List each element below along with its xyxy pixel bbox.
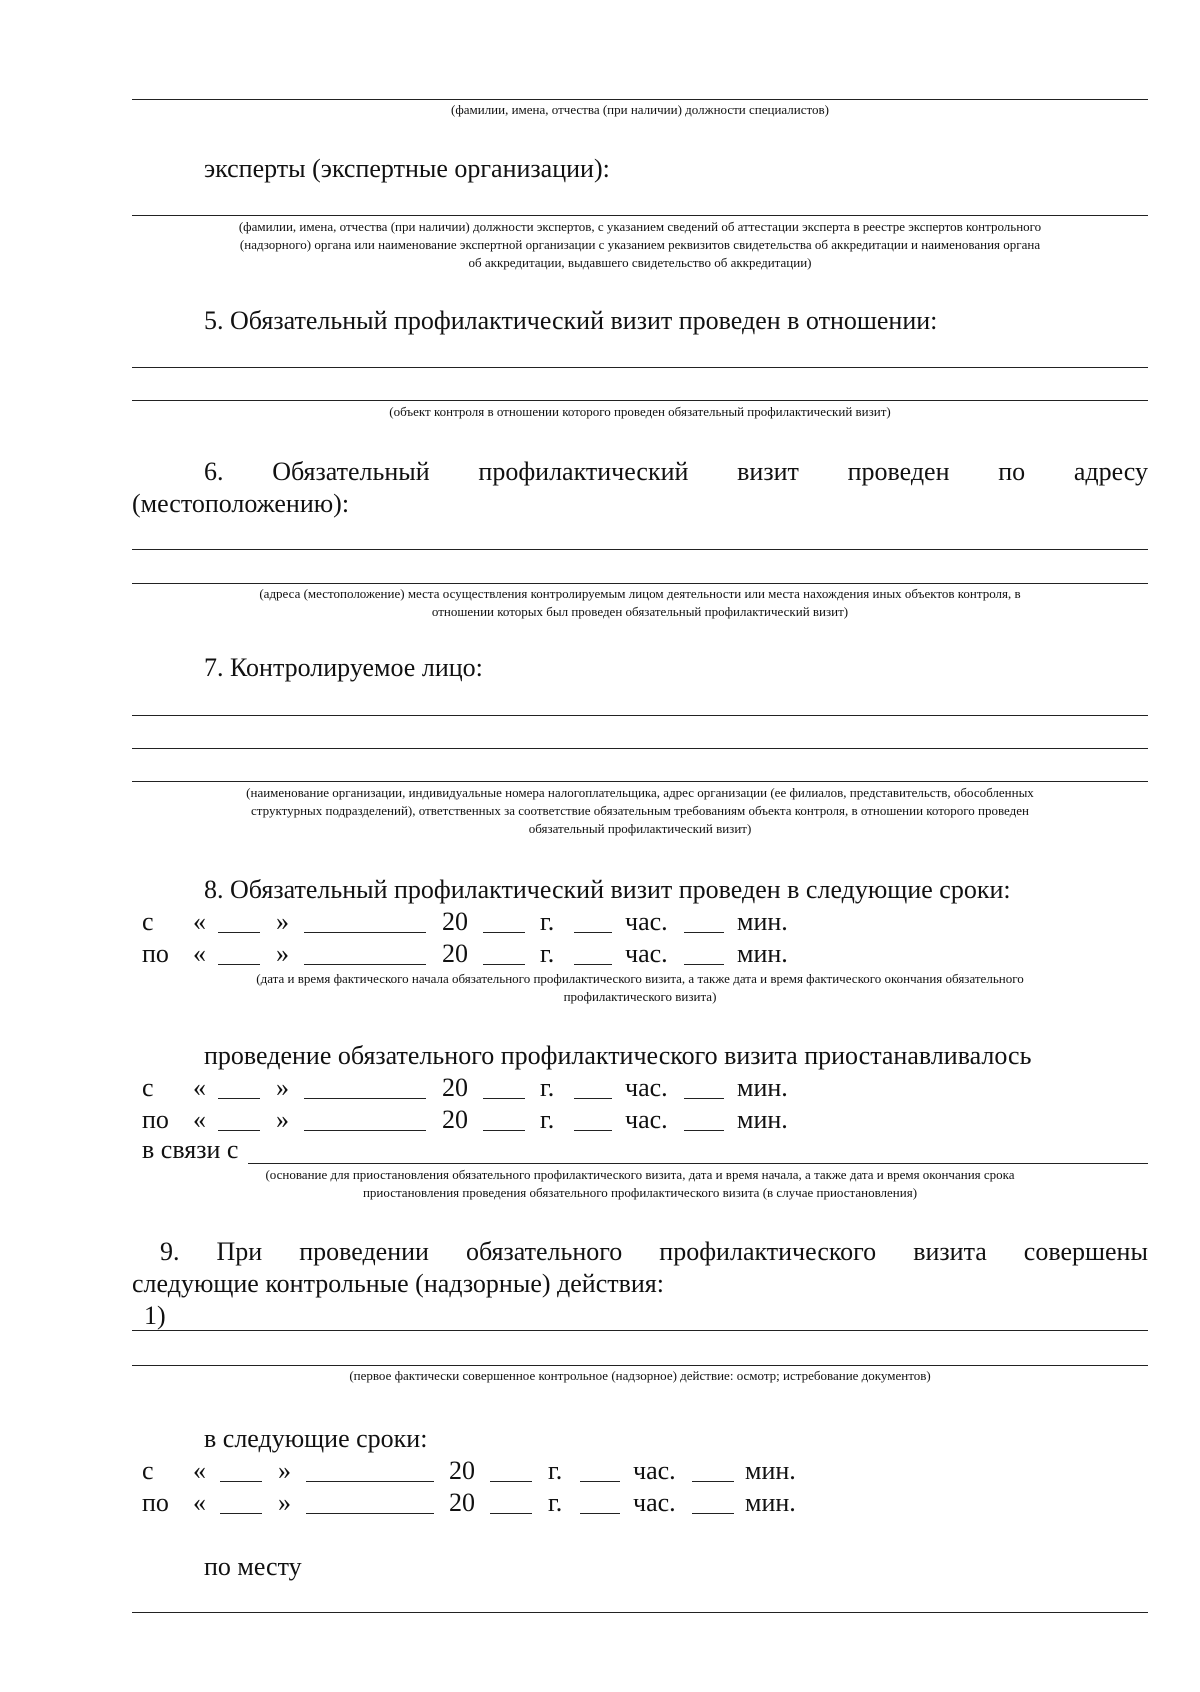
experts-caption-3: об аккредитации, выдавшего свидетельство об аккредитации) xyxy=(468,255,812,270)
section-5-line-2[interactable] xyxy=(132,400,1148,401)
month-field[interactable] xyxy=(304,932,426,933)
section-6-line-2[interactable] xyxy=(132,583,1148,584)
to-label: по xyxy=(142,1488,169,1517)
specialists-caption: (фамилии, имена, отчества (при наличии) должности специалистов) xyxy=(450,102,829,117)
section-9-item-1-line[interactable] xyxy=(132,1330,1148,1331)
year-field[interactable] xyxy=(490,1481,532,1482)
section-9-word: При xyxy=(216,1237,263,1266)
day-field[interactable] xyxy=(218,1098,260,1099)
hour-field[interactable] xyxy=(580,1513,620,1514)
section-8-heading: 8. Обязательный профилактический визит проведен в следующие сроки: xyxy=(204,875,1011,904)
section-6-word: Обязательный xyxy=(272,457,430,486)
minute-field[interactable] xyxy=(692,1481,734,1482)
from-label: с xyxy=(142,907,154,936)
section-6-heading-line-2: (местоположению): xyxy=(132,489,350,518)
section-9-heading-line-2: следующие контрольные (надзорные) действия: xyxy=(132,1269,664,1298)
section-6-word: визит xyxy=(737,457,799,486)
year-label: г. xyxy=(540,907,555,936)
hour-field[interactable] xyxy=(574,932,612,933)
minute-label: мин. xyxy=(737,1073,788,1102)
from-label: с xyxy=(142,1073,154,1102)
section-6-word: адресу xyxy=(1073,457,1148,486)
experts-line[interactable] xyxy=(132,215,1148,216)
month-field[interactable] xyxy=(306,1481,434,1482)
minute-field[interactable] xyxy=(692,1513,734,1514)
hour-label: час. xyxy=(633,1488,676,1517)
quote-open: « xyxy=(193,1456,206,1485)
hour-label: час. xyxy=(625,1073,668,1102)
section-6-word: 6. xyxy=(204,457,224,486)
to-label: по xyxy=(142,1105,169,1134)
section-6-heading xyxy=(132,456,1148,488)
section-6-caption-2: отношении которых был проведен обязательный профилактический визит) xyxy=(431,604,849,619)
hour-label: час. xyxy=(625,939,668,968)
year-prefix: 20 xyxy=(442,1105,468,1134)
section-7-caption-3: обязательный профилактический визит) xyxy=(528,821,752,836)
year-label: г. xyxy=(540,1105,555,1134)
section-9-word: проведении xyxy=(299,1237,429,1266)
section-9-heading xyxy=(132,1236,1148,1268)
quote-close: » xyxy=(278,1456,291,1485)
place-line[interactable] xyxy=(132,1612,1148,1613)
section-5-heading: 5. Обязательный профилактический визит проведен в отношении: xyxy=(204,306,938,335)
section-6-line-1[interactable] xyxy=(132,549,1148,550)
section-7-heading: 7. Контролируемое лицо: xyxy=(204,653,483,682)
quote-open: « xyxy=(193,907,206,936)
day-field[interactable] xyxy=(220,1481,262,1482)
section-9-item-1-label: 1) xyxy=(144,1301,166,1330)
section-5-line-1[interactable] xyxy=(132,367,1148,368)
section-7-caption-2: структурных подразделений), ответственных за соответствие обязательным требованиям объекта контроля, в отношении которого проведен xyxy=(251,803,1029,818)
minute-label: мин. xyxy=(745,1488,796,1517)
quote-close: » xyxy=(278,1488,291,1517)
day-field[interactable] xyxy=(220,1513,262,1514)
minute-label: мин. xyxy=(737,939,788,968)
year-field[interactable] xyxy=(483,932,525,933)
suspension-caption-1: (основание для приостановления обязательного профилактического визита, дата и время начала, а также дата и время окончания срока xyxy=(265,1167,1015,1182)
month-field[interactable] xyxy=(304,1098,426,1099)
year-prefix: 20 xyxy=(442,907,468,936)
section-7-line-2[interactable] xyxy=(132,748,1148,749)
day-field[interactable] xyxy=(218,1130,260,1131)
section-9-word: обязательного xyxy=(465,1237,623,1266)
year-label: г. xyxy=(540,1073,555,1102)
section-8-caption-2: профилактического визита) xyxy=(563,989,717,1004)
quote-close: » xyxy=(276,907,289,936)
section-6-word: проведен xyxy=(847,457,950,486)
year-prefix: 20 xyxy=(449,1488,475,1517)
experts-caption-2: (надзорного) органа или наименование экспертной организации с указанием реквизитов свидетельства об аккредитации и наименования органа xyxy=(239,237,1041,252)
month-field[interactable] xyxy=(306,1513,434,1514)
section-7-line-3[interactable] xyxy=(132,781,1148,782)
section-9-word: совершены xyxy=(1023,1237,1148,1266)
year-prefix: 20 xyxy=(449,1456,475,1485)
hour-field[interactable] xyxy=(574,1098,612,1099)
minute-label: мин. xyxy=(737,907,788,936)
day-field[interactable] xyxy=(218,932,260,933)
section-9-word: визита xyxy=(913,1237,987,1266)
section-8-caption-1: (дата и время фактического начала обязательного профилактического визита, а также дата и время фактического окончания обязательного xyxy=(256,971,1024,986)
section-5-caption: (объект контроля в отношении которого проведен обязательный профилактический визит) xyxy=(389,404,891,419)
suspension-reason-label: в связи с xyxy=(142,1135,239,1164)
quote-open: « xyxy=(193,1073,206,1102)
minute-field[interactable] xyxy=(684,932,724,933)
hour-label: час. xyxy=(633,1456,676,1485)
specialists-line[interactable] xyxy=(132,99,1148,100)
section-9-line-2[interactable] xyxy=(132,1365,1148,1366)
year-field[interactable] xyxy=(483,1098,525,1099)
year-field[interactable] xyxy=(483,1130,525,1131)
quote-open: « xyxy=(193,939,206,968)
year-label: г. xyxy=(548,1456,563,1485)
to-label: по xyxy=(142,939,169,968)
month-field[interactable] xyxy=(304,1130,426,1131)
terms-label: в следующие сроки: xyxy=(204,1424,428,1453)
section-9-word: 9. xyxy=(160,1237,180,1266)
section-7-caption-1: (наименование организации, индивидуальные номера налогоплательщика, адрес организации (ее филиалов, представительств, обособленных xyxy=(246,785,1034,800)
quote-close: » xyxy=(276,1105,289,1134)
hour-field[interactable] xyxy=(574,964,612,965)
section-6-word: профилактический xyxy=(478,457,689,486)
experts-label: эксперты (экспертные организации): xyxy=(204,154,610,183)
from-label: с xyxy=(142,1456,154,1485)
quote-open: « xyxy=(193,1488,206,1517)
section-9-word: профилактического xyxy=(659,1237,877,1266)
suspension-heading: проведение обязательного профилактического визита приостанавливалось xyxy=(204,1041,1032,1070)
month-field[interactable] xyxy=(304,964,426,965)
day-field[interactable] xyxy=(218,964,260,965)
year-label: г. xyxy=(540,939,555,968)
hour-label: час. xyxy=(625,1105,668,1134)
minute-field[interactable] xyxy=(684,1130,724,1131)
year-label: г. xyxy=(548,1488,563,1517)
hour-field[interactable] xyxy=(580,1481,620,1482)
suspension-reason-field[interactable] xyxy=(248,1163,1148,1164)
minute-label: мин. xyxy=(745,1456,796,1485)
section-7-line-1[interactable] xyxy=(132,715,1148,716)
suspension-caption-2: приостановления проведения обязательного профилактического визита (в случае приостановления) xyxy=(362,1185,918,1200)
minute-field[interactable] xyxy=(684,1098,724,1099)
minute-label: мин. xyxy=(737,1105,788,1134)
year-field[interactable] xyxy=(490,1513,532,1514)
quote-close: » xyxy=(276,1073,289,1102)
quote-close: » xyxy=(276,939,289,968)
place-label: по месту xyxy=(204,1552,302,1581)
year-field[interactable] xyxy=(483,964,525,965)
section-6-caption-1: (адреса (местоположение) места осуществления контролируемым лицом деятельности или места нахождения иных объектов контроля, в xyxy=(259,586,1021,601)
hour-label: час. xyxy=(625,907,668,936)
minute-field[interactable] xyxy=(684,964,724,965)
year-prefix: 20 xyxy=(442,939,468,968)
quote-open: « xyxy=(193,1105,206,1134)
hour-field[interactable] xyxy=(574,1130,612,1131)
section-6-word: по xyxy=(998,457,1026,486)
year-prefix: 20 xyxy=(442,1073,468,1102)
experts-caption-1: (фамилии, имена, отчества (при наличии) должности экспертов, с указанием сведений об аттестации эксперта в реестре экспертов контрольного xyxy=(238,219,1042,234)
section-9-caption: (первое фактически совершенное контрольное (надзорное) действие: осмотр; истребование документов) xyxy=(349,1368,931,1383)
